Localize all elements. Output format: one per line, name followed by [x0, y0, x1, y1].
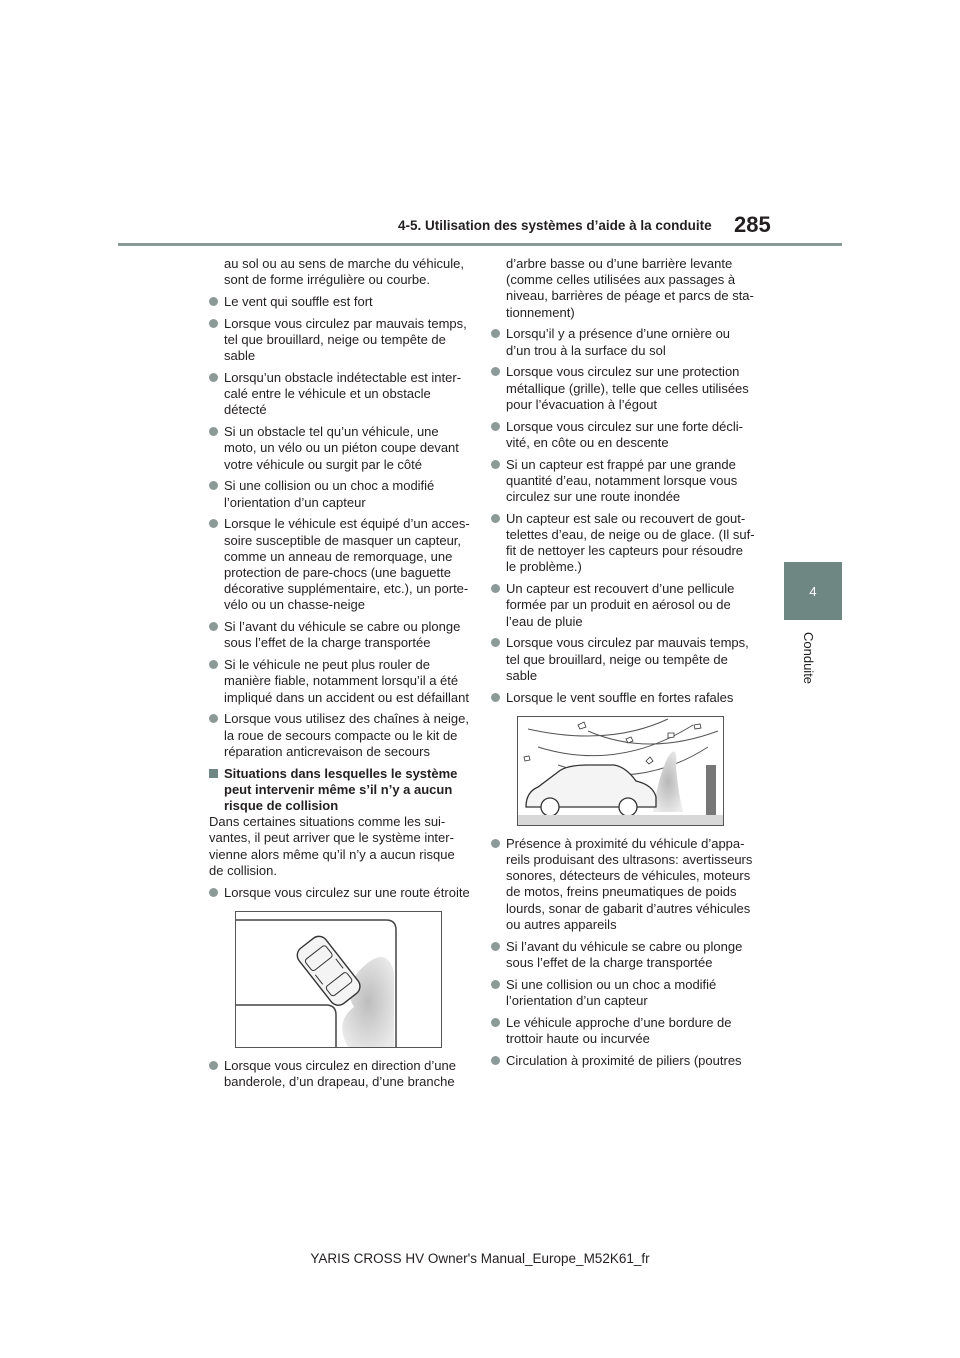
section-title: 4-5. Utilisation des systèmes d’aide à la conduite	[398, 218, 712, 233]
page-number: 285	[734, 212, 771, 237]
list-item: Lorsque vous circulez par mauvais temps, tel que brouillard, neige ou tempête de sable	[491, 635, 755, 684]
list-item: Un capteur est sale ou recouvert de gout-telettes d’eau, de neige ou de glace. (Il suf-fit de nettoyer les capteurs pour résoudre le problème.)	[491, 511, 755, 576]
subheading: Situations dans lesquelles le système peut intervenir même s’il n’y a aucun risque de collision	[209, 766, 471, 815]
list-item: Si une collision ou un choc a modifié l’orientation d’un capteur	[209, 478, 471, 510]
list-item: Si un capteur est frappé par une grande quantité d’eau, notamment lorsque vous circulez sur une route inondée	[491, 457, 755, 506]
list-item: Lorsque le vent souffle en fortes rafales	[491, 690, 755, 706]
list-item: Lorsque vous circulez par mauvais temps, tel que brouillard, neige ou tempête de sable	[209, 316, 471, 365]
bullet-icon	[209, 1061, 218, 1070]
bullet-icon	[209, 622, 218, 631]
bullet-icon	[491, 584, 500, 593]
bullet-icon	[491, 460, 500, 469]
bullet-icon	[209, 519, 218, 528]
chapter-label: Conduite	[801, 632, 816, 685]
right-column	[491, 256, 755, 1074]
bullet-icon	[491, 693, 500, 702]
bullet-icon	[209, 319, 218, 328]
list-item: Le véhicule approche d’une bordure de trottoir haute ou incurvée	[491, 1015, 755, 1047]
list-item: Si une collision ou un choc a modifié l’orientation d’un capteur	[491, 977, 755, 1009]
list-item: Présence à proximité du véhicule d’appa-reils produisant des ultrasons: avertisseurs sonores, détecteurs de véhicules, moteurs de motos, freins pneumatiques de poids lourds, sonar de gabarit d’autres véhicules ou autres appareils	[491, 836, 755, 933]
list-item: Si le véhicule ne peut plus rouler de manière fiable, notamment lorsqu’il a été impliqué dans un accident ou est défaillant	[209, 657, 471, 706]
bullet-icon	[491, 329, 500, 338]
narrow-road-illustration	[235, 911, 442, 1048]
continuation-text: au sol ou au sens de marche du véhicule, sont de forme irrégulière ou courbe.	[224, 256, 464, 288]
continuation-text: d’arbre basse ou d’une barrière levante (comme celles utilisées aux passages à niveau, barrières de péage et parcs de sta-tionnement)	[506, 256, 754, 320]
bullet-icon	[209, 297, 218, 306]
bullet-icon	[491, 1056, 500, 1065]
list-item: Lorsqu’un obstacle indétectable est inter-calé entre le véhicule et un obstacle détecté	[209, 370, 471, 419]
bullet-icon	[491, 1018, 500, 1027]
list-item: Lorsque vous circulez sur une forte décli-vité, en côte ou en descente	[491, 419, 755, 451]
bullet-icon	[209, 481, 218, 490]
list-item: Lorsque vous utilisez des chaînes à neige, la roue de secours compacte ou le kit de réparation anticrevaison de secours	[209, 711, 471, 760]
bullet-icon	[209, 373, 218, 382]
header-rule	[118, 243, 842, 246]
list-item: Lorsque vous circulez sur une route étroite	[209, 885, 471, 901]
paragraph: Dans certaines situations comme les sui-vantes, il peut arriver que le système inter-vienne alors même qu’il n’y a aucun risque de collision.	[209, 814, 455, 878]
chapter-tab	[784, 562, 842, 620]
bullet-icon	[491, 367, 500, 376]
list-item: Circulation à proximité de piliers (poutres	[491, 1053, 755, 1069]
list-item: Lorsque vous circulez sur une protection métallique (grille), telle que celles utilisées pour l’évacuation à l’égout	[491, 364, 755, 413]
strong-wind-illustration	[517, 716, 724, 826]
bullet-icon	[491, 422, 500, 431]
bullet-icon	[491, 942, 500, 951]
square-bullet-icon	[209, 769, 218, 778]
bullet-icon	[209, 427, 218, 436]
list-item: Lorsqu’il y a présence d’une ornière ou d’un trou à la surface du sol	[491, 326, 755, 358]
list-item: Un capteur est recouvert d’une pellicule formée par un produit en aérosol ou de l’eau de pluie	[491, 581, 755, 630]
wind-car-icon	[518, 717, 723, 825]
list-item: Si l’avant du véhicule se cabre ou plonge sous l’effet de la charge transportée	[491, 939, 755, 971]
bullet-icon	[209, 714, 218, 723]
footer-text: YARIS CROSS HV Owner's Manual_Europe_M52K61_fr	[310, 1251, 650, 1266]
list-item: Lorsque le véhicule est équipé d’un acces-soire susceptible de masquer un capteur, comme un anneau de remorquage, une protection de pare-chocs (une baguette décorative supplémentaire, etc.), un porte-vélo ou un chasse-neige	[209, 516, 471, 613]
narrow-road-car-icon	[236, 912, 441, 1047]
left-column	[209, 256, 471, 1096]
list-item: Le vent qui souffle est fort	[209, 294, 471, 310]
bullet-icon	[491, 980, 500, 989]
bullet-icon	[491, 839, 500, 848]
list-item: Si l’avant du véhicule se cabre ou plonge sous l’effet de la charge transportée	[209, 619, 471, 651]
chapter-number: 4	[809, 583, 817, 599]
bullet-icon	[491, 514, 500, 523]
list-item: Lorsque vous circulez en direction d’une banderole, d’un drapeau, d’une branche	[209, 1058, 471, 1090]
bullet-icon	[209, 888, 218, 897]
list-item: Si un obstacle tel qu’un véhicule, une moto, un vélo ou un piéton coupe devant votre véhicule ou surgit par le côté	[209, 424, 471, 473]
bullet-icon	[209, 660, 218, 669]
bullet-icon	[491, 638, 500, 647]
